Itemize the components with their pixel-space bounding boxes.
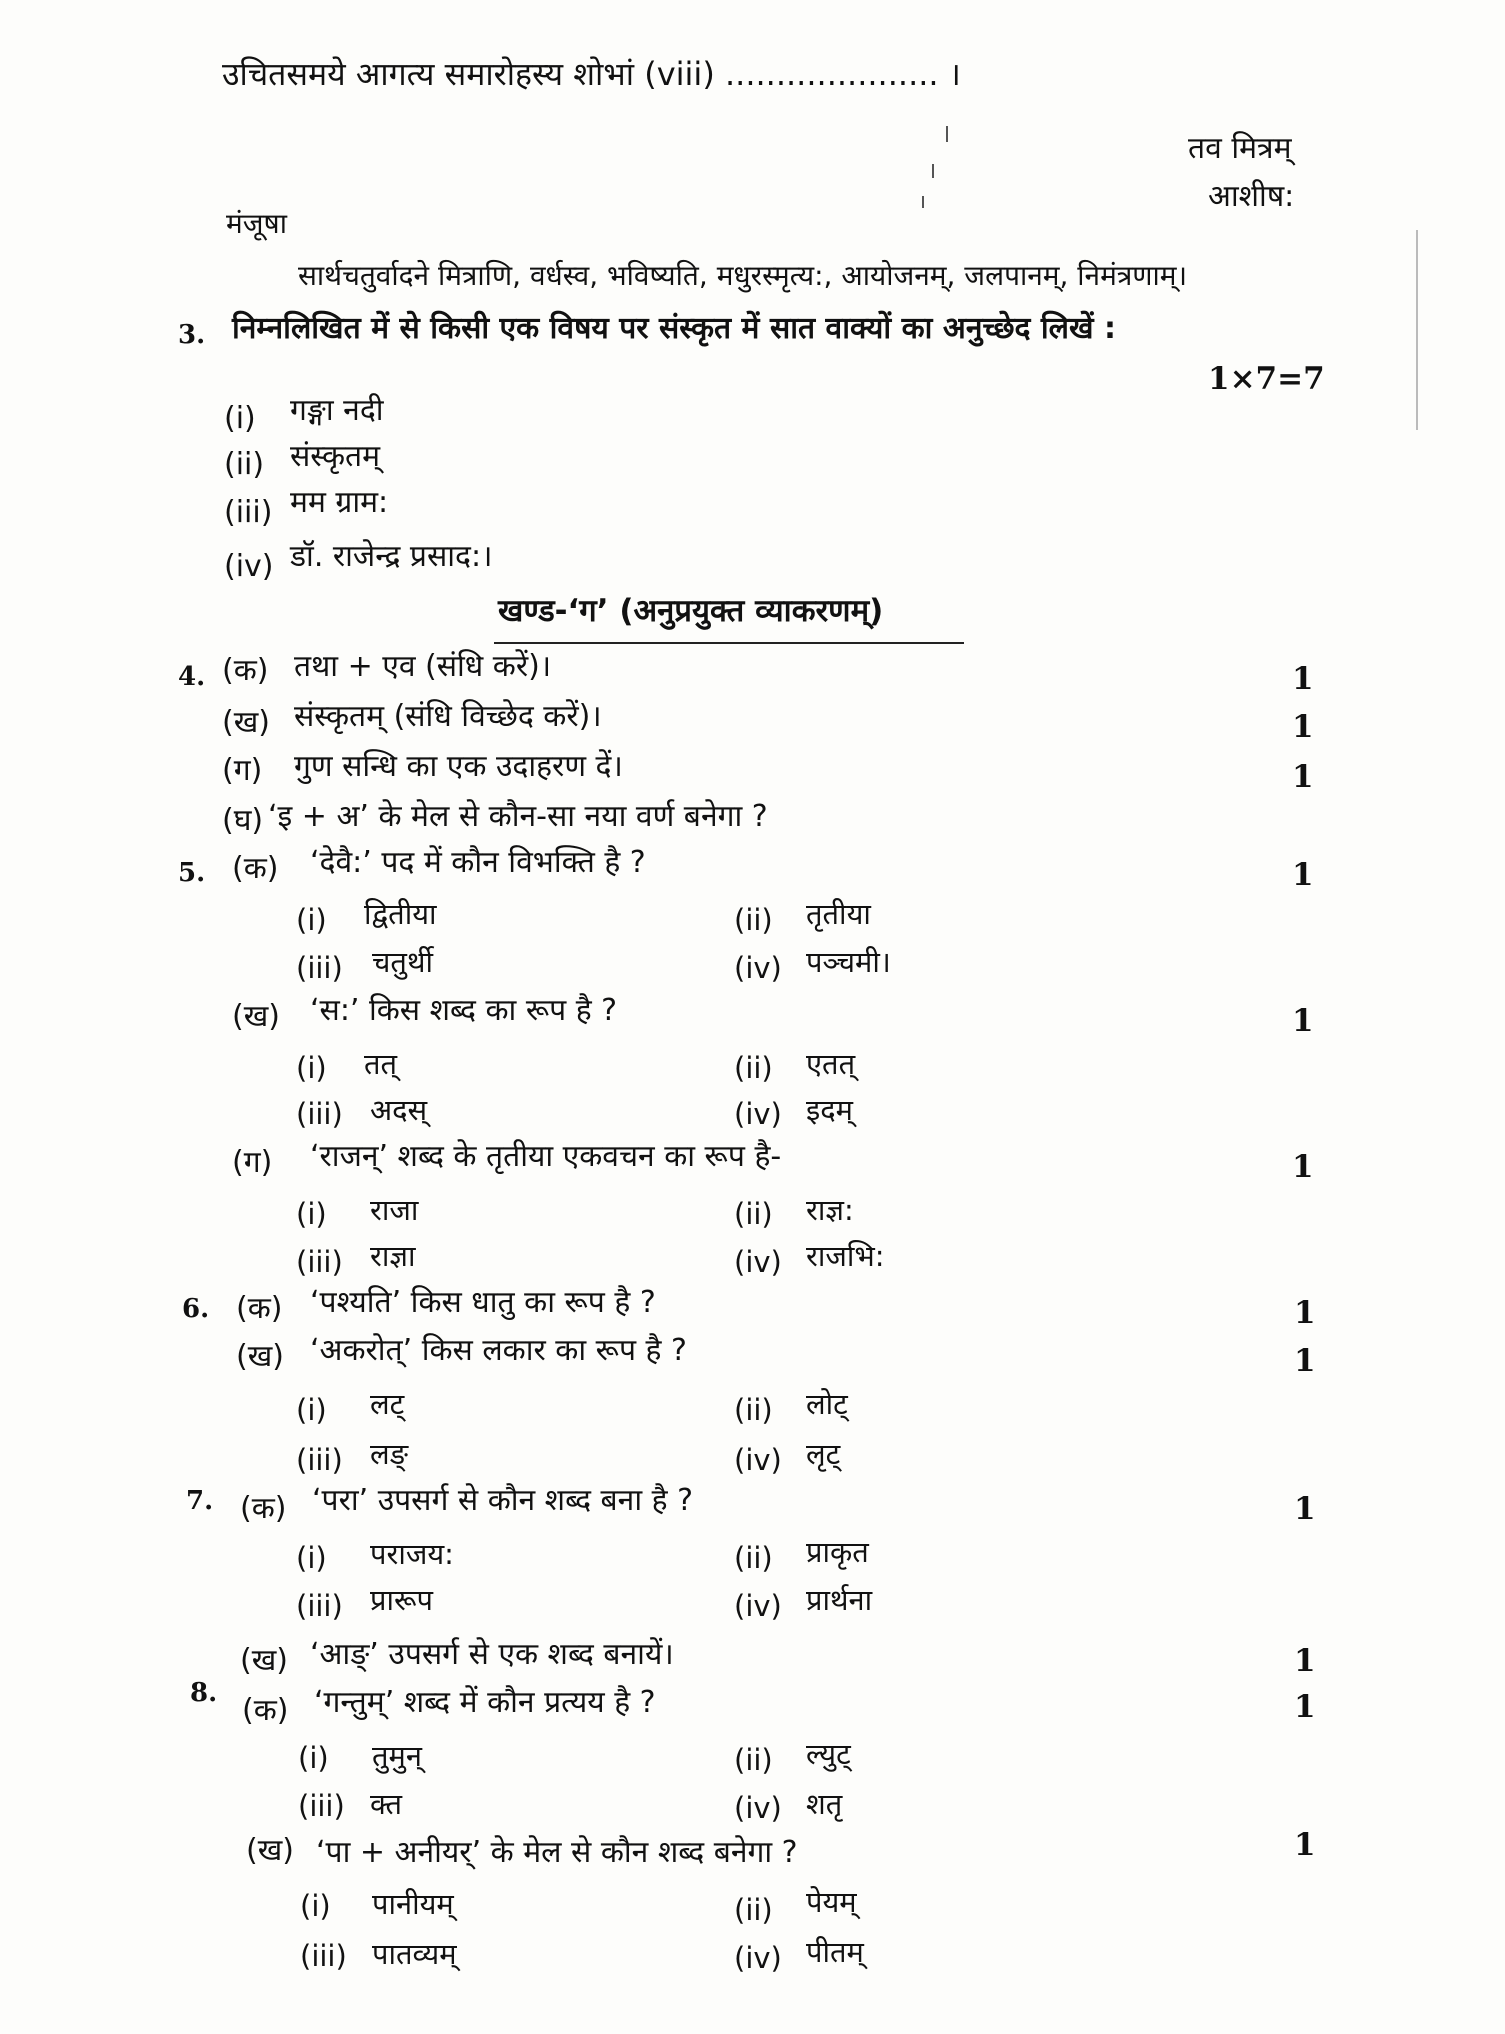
q8-part-marks: 1	[1294, 1827, 1316, 1863]
scan-edge	[1416, 230, 1418, 430]
letter-signature: आशीष:	[1208, 179, 1295, 214]
q7-part-label: (ख)	[240, 1643, 288, 1678]
q3-topic-label: (ii)	[224, 447, 265, 482]
option-label: (ii)	[734, 1051, 773, 1085]
option-text: क्त	[370, 1787, 403, 1821]
option-text: तुमुन्	[372, 1739, 422, 1773]
option-text: पराजय:	[370, 1537, 454, 1571]
q3-text: निम्नलिखित में से किसी एक विषय पर संस्कृत में सात वाक्यों का अनुच्छेद लिखें :	[232, 311, 1117, 346]
option-label: (iv)	[734, 1097, 782, 1131]
q4-number: 4.	[178, 662, 206, 692]
option-label: (iv)	[734, 1443, 782, 1477]
option-label: (iii)	[298, 1789, 345, 1823]
q5-part-label: (ग)	[232, 1145, 273, 1180]
option-text: इदम्	[806, 1093, 853, 1127]
option-text: तत्	[364, 1047, 398, 1081]
option-label: (iii)	[296, 1589, 343, 1623]
scan-mark	[946, 126, 948, 142]
option-label: (iii)	[296, 1097, 343, 1131]
q8-part-text: ‘गन्तुम्’ शब्द में कौन प्रत्यय है ?	[314, 1685, 656, 1720]
q5-number: 5.	[178, 858, 206, 888]
option-text: लङ्	[370, 1437, 409, 1471]
q6-part-marks: 1	[1294, 1295, 1316, 1331]
option-text: अदस्	[370, 1093, 428, 1127]
q4-part-marks: 1	[1292, 661, 1314, 697]
option-label: (i)	[296, 1197, 327, 1231]
q3-topic-label: (iv)	[224, 549, 274, 584]
option-text: पातव्यम्	[372, 1937, 457, 1971]
option-label: (iii)	[296, 1245, 343, 1279]
option-label: (ii)	[734, 1197, 773, 1231]
option-label: (iii)	[296, 951, 343, 985]
q5-part-text: ‘राजन्’ शब्द के तृतीया एकवचन का रूप है-	[310, 1139, 782, 1174]
option-text: पीतम्	[806, 1935, 864, 1969]
option-text: तृतीया	[806, 897, 871, 931]
option-label: (iv)	[734, 1589, 782, 1623]
q7-part-text: ‘आङ्’ उपसर्ग से एक शब्द बनायें।	[310, 1637, 674, 1672]
q3-number: 3.	[178, 320, 206, 350]
option-text: प्रार्थना	[806, 1583, 873, 1617]
q3-topic: संस्कृतम्	[290, 439, 381, 474]
q3-topic: मम ग्राम:	[290, 485, 389, 520]
q6-part-text: ‘अकरोत्’ किस लकार का रूप है ?	[310, 1333, 687, 1368]
option-label: (iv)	[734, 1245, 782, 1279]
q8-number: 8.	[190, 1678, 218, 1708]
q5-part-marks: 1	[1292, 1003, 1314, 1039]
section-title-underline	[494, 642, 964, 644]
q4-part-text: तथा + एव (संधि करें)।	[294, 649, 552, 684]
q6-number: 6.	[182, 1294, 210, 1324]
option-text: पानीयम्	[372, 1887, 454, 1921]
q5-part-label: (क)	[232, 851, 279, 886]
q6-part-marks: 1	[1294, 1343, 1316, 1379]
q4-part-label: (ख)	[222, 705, 270, 740]
q6-part-label: (ख)	[236, 1339, 284, 1374]
manjusha-label: मंजूषा	[226, 207, 287, 240]
option-text: द्वितीया	[364, 897, 437, 931]
option-text: शतृ	[806, 1787, 843, 1821]
q6-part-text: ‘पश्यति’ किस धातु का रूप है ?	[310, 1285, 656, 1320]
q5-part-text: ‘देवै:’ पद में कौन विभक्ति है ?	[310, 845, 646, 880]
q4-part-label: (क)	[222, 653, 269, 688]
option-text: राज्ञा	[370, 1239, 416, 1273]
option-label: (ii)	[734, 903, 773, 937]
option-text: लट्	[370, 1387, 405, 1421]
section-title: खण्ड-‘ग’ (अनुप्रयुक्त व्याकरणम्)	[498, 593, 884, 629]
q3-marks: 1×7=7	[1208, 361, 1325, 397]
option-text: लृट्	[806, 1437, 841, 1471]
q3-topic: गङ्गा नदी	[290, 393, 384, 428]
option-text: राज्ञ:	[806, 1193, 854, 1227]
letter-line-viii: उचितसमये आगत्य समारोहस्य शोभां (viii) ..................... ।	[222, 55, 961, 93]
option-text: पेयम्	[806, 1885, 857, 1919]
option-text: प्रारूप	[370, 1583, 434, 1617]
q8-part-label: (क)	[242, 1693, 289, 1728]
option-text: प्राकृत	[806, 1535, 869, 1569]
q4-part-text: गुण सन्धि का एक उदाहरण दें।	[294, 749, 623, 784]
option-label: (i)	[298, 1741, 329, 1775]
option-text: राजा	[370, 1193, 419, 1227]
option-text: राजभि:	[806, 1239, 885, 1273]
scan-mark	[922, 196, 924, 208]
option-label: (i)	[296, 1393, 327, 1427]
option-text: ल्युट्	[806, 1737, 851, 1771]
q7-part-marks: 1	[1294, 1491, 1316, 1527]
option-label: (i)	[296, 1541, 327, 1575]
q4-part-text: ‘इ + अ’ के मेल से कौन-सा नया वर्ण बनेगा ?	[268, 799, 768, 834]
option-label: (iv)	[734, 951, 782, 985]
q7-part-marks: 1	[1294, 1643, 1316, 1679]
scan-mark	[932, 164, 934, 178]
q7-part-label: (क)	[240, 1491, 287, 1526]
q5-part-label: (ख)	[232, 999, 280, 1034]
q3-topic-label: (iii)	[224, 495, 273, 530]
q4-part-label: (घ)	[222, 803, 264, 838]
option-label: (iii)	[296, 1443, 343, 1477]
option-label: (ii)	[734, 1541, 773, 1575]
q7-part-text: ‘परा’ उपसर्ग से कौन शब्द बना है ?	[312, 1483, 694, 1518]
q3-topic-label: (i)	[224, 401, 256, 436]
q5-part-text: ‘स:’ किस शब्द का रूप है ?	[310, 993, 618, 1028]
option-label: (i)	[296, 903, 327, 937]
option-label: (iv)	[734, 1791, 782, 1825]
option-text: पञ्चमी।	[806, 945, 891, 979]
q4-part-text: संस्कृतम् (संधि विच्छेद करें)।	[294, 699, 602, 734]
option-label: (i)	[296, 1051, 327, 1085]
q4-part-label: (ग)	[222, 753, 263, 788]
q8-part-label: (ख)	[246, 1833, 294, 1868]
option-text: एतत्	[806, 1047, 856, 1081]
option-label: (iii)	[300, 1939, 347, 1973]
letter-closing: तव मित्रम्	[1188, 131, 1292, 166]
q8-part-text: ‘पा + अनीयर्’ के मेल से कौन शब्द बनेगा ?	[316, 1835, 798, 1870]
option-label: (i)	[300, 1889, 331, 1923]
option-label: (ii)	[734, 1393, 773, 1427]
q7-number: 7.	[186, 1486, 214, 1516]
q4-part-marks: 1	[1292, 759, 1314, 795]
option-text: चतुर्थी	[372, 945, 433, 979]
option-text: लोट्	[806, 1387, 848, 1421]
q8-part-marks: 1	[1294, 1689, 1316, 1725]
manjusha-words: सार्थचतुर्वादने मित्राणि, वर्धस्व, भविष्यति, मधुरस्मृत्य:, आयोजनम्, जलपानम्, निमंत्रणाम्।	[298, 259, 1188, 292]
option-label: (ii)	[734, 1743, 773, 1777]
q5-part-marks: 1	[1292, 1149, 1314, 1185]
q6-part-label: (क)	[236, 1291, 283, 1326]
option-label: (ii)	[734, 1893, 773, 1927]
option-label: (iv)	[734, 1941, 782, 1975]
q4-part-marks: 1	[1292, 709, 1314, 745]
q5-part-marks: 1	[1292, 857, 1314, 893]
q3-topic: डॉ. राजेन्द्र प्रसाद:।	[290, 539, 493, 574]
